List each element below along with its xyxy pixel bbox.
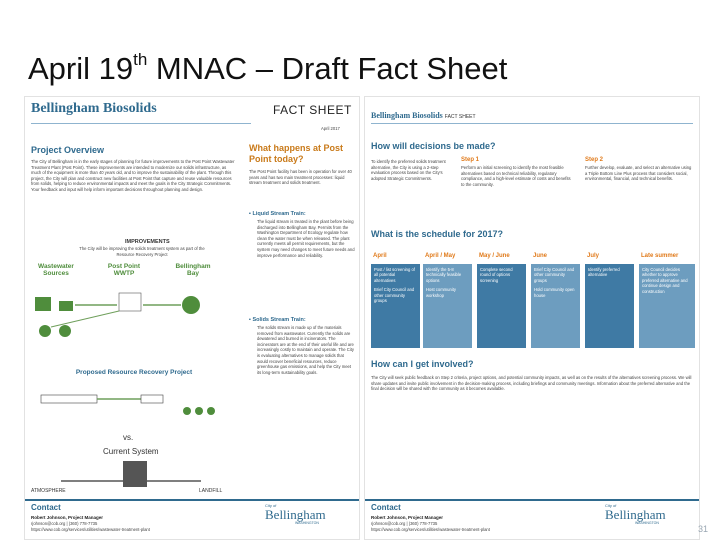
schedule-item: Brief City Council and other community groups (374, 287, 415, 304)
decision-intro: To identify the preferred solids treatment alternative, the City is using a 2-step evaluation process based on the City's adopted Strategic Commitments. (371, 159, 446, 181)
involve-text: The City will seek public feedback on Step 2 criteria, project options, and potential community impacts, as well as on the results of the alternatives screening process. We will share updates and invite public involvement in the decision-making process, including briefings and community meetings. Information about the preferred alternative and the final decision will be shared with the community as it becomes available. (371, 375, 692, 392)
schedule-item: Host community workshop (426, 287, 457, 298)
schedule-item: Brief City Council and other community groups (534, 267, 575, 283)
overview-heading: Project Overview (31, 145, 105, 155)
divider (31, 123, 251, 124)
schedule-heading: What is the schedule for 2017? (371, 229, 504, 239)
city-logo-name: Bellingham (265, 507, 326, 522)
city-logo-name: Bellingham (605, 507, 666, 522)
step2-text: Further develop, evaluate, and select an alternative using a Triple Bottom Line Plus process that considers social, environmental, financial, and technical benefits. (585, 165, 692, 182)
schedule-column-may-june (477, 264, 526, 348)
solids-bullet-label: Solids Stream Train: (252, 317, 306, 323)
contact-heading: Contact (371, 503, 401, 512)
footer-rule (25, 499, 359, 501)
brand-title: Bellingham Biosolids (31, 101, 157, 116)
schedule-item: Identify preferred alternative (588, 267, 620, 278)
improvements-heading: IMPROVEMENTS (125, 239, 170, 245)
brand-name: Bellingham Biosolids (371, 111, 443, 120)
doc-type: FACT SHEET (273, 103, 352, 117)
decision-heading: How will decisions be made? (371, 141, 496, 151)
slide-number: 31 (697, 524, 708, 534)
city-logo (605, 503, 695, 525)
proposed-heading: Proposed Resource Recovery Project (75, 369, 193, 376)
contact-line: rjohnson@cob.org | (360) 778-7735 (31, 521, 98, 526)
city-logo (265, 503, 355, 525)
flow-label-bay: Bellingham Bay (175, 263, 211, 277)
building-icon (59, 301, 73, 311)
liquid-bullet-label: Liquid Stream Train: (252, 211, 306, 217)
solids-bullet: ▪ Solids Stream Train: (249, 317, 306, 323)
month-april-may: April / May (425, 253, 456, 259)
month-april: April (373, 253, 387, 259)
flow-label-wwtp: Post Point WWTP (107, 263, 141, 277)
incinerator-icon (123, 461, 147, 487)
resource-icon (195, 407, 203, 415)
happens-heading: What happens at Post Point today? (249, 143, 344, 164)
title-suffix: MNAC – Draft Fact Sheet (147, 51, 508, 86)
contact-name: Robert Johnson, Project Manager (31, 515, 104, 520)
step2-title: Step 2 (585, 157, 604, 163)
doc-date: April 2017 (321, 126, 340, 131)
fact-sheet-page-2 (364, 96, 700, 540)
slide-title (28, 50, 507, 87)
schedule-item: Identify the 5-8 technically feasible options (426, 267, 462, 283)
step1-text: Perform an initial screening to identify the most feasible alternatives based on technical reliability, regulatory compliance, and a high-level estimate of costs and benefits to the community. (461, 165, 571, 187)
flow-label-wastewater: Wastewater Sources (38, 263, 74, 277)
brand-title (371, 111, 476, 120)
doc-type: FACT SHEET (444, 114, 476, 120)
process-box (41, 395, 97, 403)
liquid-text: The liquid stream is treated in the plant before being discharged into Bellingham Bay. Permits from the Washington Department of Ecology regulate how clean the water must be when released. The plant currently meets all permit requirements, but the system may need changes to meet future needs and improve performance and reliability. (257, 219, 355, 258)
overview-text: The City of Bellingham is in the early stages of planning for future improvements to the Post Point Wastewater Treatment Plant (Post Point). These improvements are intended to modernize our solids infrastructure, as much of the equipment is more than 40 years old, and to improve the sustainability of the plant. Through this project, the City will plan and construct new facilities at Post Point that capture and reuse valuable resources from solids, helping to reduce environmental impacts and meet the goals in the City Strategic Commitments. Your feedback and input will help inform important decisions throughout planning and design. (31, 159, 235, 192)
title-prefix: April 19 (28, 51, 134, 86)
solids-text: The solids stream is made up of the materials removed from wastewater. Currently the solids are dewatered and burned in incinerators. The incinerators are at the end of their useful life and are increasingly costly to maintain and operate. The City is evaluating alternatives to manage solids that would recover beneficial resources, reduce greenhouse gas emissions, and help the City meet its long-term sustainability goals. (257, 325, 354, 375)
city-logo-small: City of (265, 503, 277, 508)
improvements-diagram (31, 283, 231, 359)
contact-heading: Contact (31, 503, 61, 512)
city-logo-state: WASHINGTON (295, 521, 319, 525)
happens-text: The Post Point facility has been in operation for over 40 years and has two main treatment processes: liquid stream treatment and solids treatment. (249, 169, 352, 186)
schedule-column-april-may (423, 264, 472, 348)
schedule-item: City Council decides whether to approve preferred alternative and continue design and construction (642, 267, 688, 294)
landfill-label: LANDFILL (199, 488, 223, 494)
schedule-column-late-summer (639, 264, 695, 348)
divider (371, 123, 693, 124)
schedule-item: Complete second round of options screening (480, 267, 513, 283)
involve-heading: How can I get involved? (371, 359, 474, 369)
atmosphere-label: ATMOSPHERE (31, 488, 66, 494)
flow-line (51, 311, 119, 327)
contact-url[interactable]: https://www.cob.org/services/utilities/wastewater-treatment-plant (371, 527, 490, 532)
month-late-summer: Late summer (641, 253, 679, 259)
step1-title: Step 1 (461, 157, 480, 163)
liquid-bullet: ▪ Liquid Stream Train: (249, 211, 306, 217)
proposed-diagram (31, 381, 237, 431)
schedule-column-july (585, 264, 634, 348)
footer-rule (365, 499, 699, 501)
month-june: June (533, 253, 548, 259)
current-heading: Current System (103, 447, 159, 456)
contact-url[interactable]: https://www.cob.org/services/utilities/wastewater-treatment-plant (31, 527, 150, 532)
improvements-text: The City will be improving the solids treatment system as part of the Resource Recovery Project (79, 246, 205, 257)
house-icon (35, 297, 51, 311)
month-july: July (587, 253, 600, 259)
process-box (141, 395, 163, 403)
fact-sheet-page-1 (24, 96, 360, 540)
fertilizer-icon (59, 325, 71, 337)
schedule-item: Post / list screening of all potential alternatives (374, 267, 415, 283)
versus-label: vs. (123, 433, 134, 442)
title-superscript: th (133, 50, 148, 69)
bay-icon (182, 296, 200, 314)
schedule-column-april (371, 264, 420, 348)
month-may-june: May / June (479, 253, 510, 259)
resource-icon (183, 407, 191, 415)
contact-name: Robert Johnson, Project Manager (371, 515, 444, 520)
schedule-column-june (531, 264, 580, 348)
schedule-item: Hold community open house (534, 287, 575, 298)
treatment-box-icon (119, 293, 141, 311)
city-logo-small: City of (605, 503, 617, 508)
city-logo-state: WASHINGTON (635, 521, 659, 525)
contact-line: rjohnson@cob.org | (360) 778-7735 (371, 521, 438, 526)
resource-icon (207, 407, 215, 415)
energy-icon (39, 325, 51, 337)
